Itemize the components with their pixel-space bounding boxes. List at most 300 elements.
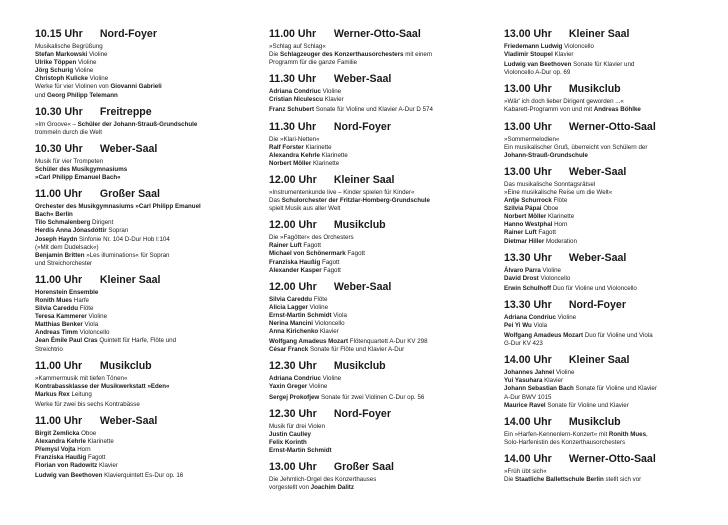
event-venue: Nord-Foyer [99, 28, 157, 40]
event-time: 14.00 Uhr [504, 452, 552, 465]
detail-text: Flöte [77, 305, 94, 313]
program-column-3 [504, 28, 718, 490]
event-venue: Großer Saal [333, 461, 394, 473]
program-event [35, 360, 257, 409]
detail-text: Fagott [345, 250, 365, 258]
performer-or-work-name: Rainer Luft [269, 242, 302, 250]
detail-text: Violine [320, 375, 342, 383]
performer-or-work-name: Ludwig van Beethoven [35, 472, 103, 480]
event-detail-line [504, 394, 718, 402]
event-detail-line [504, 106, 718, 114]
event-detail-line [269, 259, 491, 267]
event-detail-line [35, 472, 257, 480]
performer-or-work-name: Nerina Mancini [269, 319, 314, 327]
event-detail-line [35, 430, 257, 438]
detail-text: G-Dur KV 423 [504, 340, 543, 348]
performer-or-work-name: Anna Kirichenko [269, 328, 319, 336]
event-time: 11.00 Uhr [35, 188, 83, 201]
event-detail-line [35, 375, 257, 383]
event-detail-line [35, 446, 257, 454]
event-detail-line [269, 197, 491, 205]
event-detail-line [35, 211, 257, 219]
detail-text: Sonate für Violine und Klavier [573, 385, 657, 393]
performer-or-work-name: Bach« Berlin [35, 211, 73, 219]
detail-text: A-Dur BWV 1015 [504, 393, 552, 401]
detail-text: Musik für drei Violen [269, 422, 325, 430]
performer-or-work-name: David Drost [504, 274, 539, 282]
performer-or-work-name: Birgit Zemlicka [35, 430, 80, 437]
event-detail-line [269, 88, 491, 96]
event-venue: Weber-Saal [99, 415, 158, 427]
program-event [269, 174, 491, 213]
program-event [504, 453, 718, 484]
performer-or-work-name: Antje Schurrock [504, 197, 552, 205]
program-event [269, 73, 491, 114]
event-detail-line [35, 227, 257, 235]
event-venue: Nord-Foyer [333, 407, 391, 420]
detail-text: Sonate für zwei Violinen C-Dur op. 56 [319, 393, 425, 401]
detail-text: Die Jehmlich-Orgel des Konzerthauses [269, 476, 377, 483]
performer-or-work-name: Schüler des Musikgymnasiums [35, 165, 128, 173]
performer-or-work-name: Michael von Schönermark [269, 250, 346, 258]
detail-text: Fagott [86, 454, 106, 462]
detail-text: Sinfonie Nr. 104 D-Dur Hob I:104 [77, 235, 170, 243]
event-venue: Kleiner Saal [333, 173, 395, 186]
program-event [35, 106, 257, 137]
detail-text: Die [504, 476, 516, 483]
detail-text: Klarinette [546, 213, 575, 221]
event-detail-line [504, 144, 718, 152]
detail-text: Horn [552, 221, 568, 229]
event-time: 13.00 Uhr [269, 461, 317, 473]
detail-text: Klavier [318, 328, 339, 336]
performer-or-work-name: Alexandra Kehrle [35, 438, 86, 446]
event-detail-line [269, 484, 491, 492]
detail-text: Fagott [301, 242, 321, 250]
event-detail-line [35, 252, 257, 260]
performer-or-work-name: Andreas Böhlke [593, 106, 641, 114]
performer-or-work-name: Erwin Schulhoff [504, 284, 552, 292]
event-detail-line [504, 468, 718, 476]
event-detail-line [504, 267, 718, 275]
event-time: 11.30 Uhr [269, 120, 317, 133]
event-detail-line [269, 51, 491, 59]
event-detail-line [35, 83, 257, 91]
performer-or-work-name: Staatliche Ballettschule Berlin [515, 476, 604, 483]
detail-text: »Wär' ich doch lieber Dirigent geworden ...« [504, 98, 624, 106]
event-detail-line [269, 242, 491, 250]
event-detail-line [504, 275, 718, 283]
event-detail-line [35, 51, 257, 59]
performer-or-work-name: Jörg Schurig [35, 67, 74, 75]
event-detail-line [504, 189, 718, 197]
performer-or-work-name: Schüler der Johann-Strauß-Grundschule [77, 120, 198, 128]
performer-or-work-name: Schulorchester der Fritzlar-Homberg-Grundschule [281, 197, 430, 205]
event-time: 12.00 Uhr [269, 173, 317, 186]
program-event [35, 188, 257, 268]
event-heading [35, 274, 257, 287]
event-venue: Nord-Foyer [568, 298, 626, 311]
event-detail-line [504, 213, 718, 221]
program-event [269, 219, 491, 274]
event-heading [269, 408, 491, 421]
detail-text: Violine [76, 59, 97, 67]
detail-text: Duo für Violine und Viola [583, 332, 653, 340]
performer-or-work-name: Hanno Westphal [504, 221, 553, 229]
performer-or-work-name: Christoph Kulicke [35, 75, 88, 83]
performer-or-work-name: Adriana Condriuc [504, 313, 556, 321]
event-heading [504, 416, 718, 429]
detail-text: Violine [540, 266, 561, 274]
performer-or-work-name: Ernst-Martin Schmidt [269, 446, 332, 454]
detail-text: Klarinette [85, 438, 114, 446]
detail-text: Das [269, 197, 282, 205]
performer-or-work-name: Herdís Anna Jónasdóttir [35, 227, 107, 235]
event-detail-line [269, 152, 491, 160]
performer-or-work-name: Giovanni Gabrieli [110, 83, 162, 91]
detail-text: stellt sich vor [603, 476, 642, 483]
performer-or-work-name: Dietmar Hiller [504, 237, 545, 245]
performer-or-work-name: Franz Schubert [269, 106, 315, 114]
event-detail-line [269, 394, 491, 402]
performer-or-work-name: Felix Korinth [269, 438, 307, 446]
performer-or-work-name: Álvaro Parra [504, 266, 541, 274]
detail-text: Horn [75, 446, 91, 454]
event-detail-line [504, 221, 718, 229]
program-column-2 [269, 28, 491, 498]
performer-or-work-name: Tilo Schmalenberg [35, 219, 91, 227]
program-event [504, 299, 718, 348]
event-time: 13.30 Uhr [504, 298, 552, 311]
event-heading [35, 28, 257, 41]
detail-text: Viola [531, 321, 548, 329]
detail-text: Violine [307, 303, 329, 311]
detail-text: Violine [86, 313, 108, 321]
event-detail-line [504, 322, 718, 330]
detail-text: und [35, 91, 48, 99]
event-venue: Musikclub [99, 359, 152, 372]
program-event [504, 83, 718, 114]
detail-text: Oboe [79, 430, 97, 437]
program-event [269, 121, 491, 168]
event-heading [504, 354, 718, 367]
performer-or-work-name: Horenstein Ensemble [35, 288, 99, 296]
event-detail-line [269, 439, 491, 447]
detail-text: Werke für zwei bis sechs Kontrabässe [35, 400, 140, 408]
event-detail-line [269, 136, 491, 144]
detail-text: (»Mit dem Dudelsack«) [35, 243, 99, 251]
program-event [35, 274, 257, 354]
event-time: 13.00 Uhr [504, 83, 552, 96]
performer-or-work-name: Alexander Kasper [269, 266, 322, 274]
detail-text: Sonate für Klavier und [571, 61, 635, 69]
program-event [269, 461, 491, 492]
event-detail-line [504, 385, 718, 393]
performer-or-work-name: Franziska Haußig [35, 454, 87, 462]
event-heading [269, 219, 491, 232]
performer-or-work-name: Wolfgang Amadeus Mozart [269, 338, 349, 346]
event-heading [35, 106, 257, 119]
detail-text: Duo für Violine und Violoncello [551, 284, 637, 292]
event-venue: Kleiner Saal [568, 28, 630, 40]
detail-text: »Im Groove« – [35, 120, 78, 128]
event-time: 12.30 Uhr [269, 360, 317, 373]
program-event [35, 143, 257, 182]
event-heading [504, 166, 718, 179]
event-detail-line [269, 160, 491, 168]
event-time: 10.15 Uhr [35, 28, 83, 40]
event-detail-line [35, 313, 257, 321]
event-detail-line [504, 51, 718, 59]
detail-text: Flöte [551, 197, 568, 205]
event-detail-line [35, 260, 257, 268]
event-heading [269, 461, 491, 474]
performer-or-work-name: »Carl Philipp Emanuel Bach« [35, 174, 121, 182]
detail-text: Werke für vier Violinen von [35, 83, 111, 91]
performer-or-work-name: Norbert Möller [504, 213, 547, 221]
event-detail-line [269, 267, 491, 275]
event-detail-line [35, 121, 257, 129]
event-time: 12.30 Uhr [269, 407, 317, 420]
detail-text: Klarinette [311, 159, 340, 167]
performer-or-work-name: Cristian Niculescu [269, 96, 323, 104]
event-venue: Werner-Otto-Saal [568, 120, 656, 133]
detail-text: Programm für die ganze Familie [269, 59, 358, 67]
performer-or-work-name: Ulrike Töppen [35, 59, 77, 67]
event-detail-line [269, 296, 491, 304]
detail-text: Ein »Harfen-Kennenlern-Konzert« mit [504, 430, 609, 438]
event-detail-line [35, 391, 257, 399]
detail-text: spielt Musik aus aller Welt [269, 205, 341, 213]
event-time: 14.00 Uhr [504, 354, 552, 367]
detail-text: »Kammermusik mit tiefen Tönen« [35, 374, 128, 382]
event-detail-line [35, 174, 257, 182]
event-detail-line [504, 229, 718, 237]
performer-or-work-name: Jean Émile Paul Cras [35, 337, 98, 345]
performer-or-work-name: Johannes Jahnel [504, 369, 555, 377]
event-detail-line [35, 219, 257, 227]
program-event [35, 415, 257, 481]
performer-or-work-name: Friedemann Ludwig [504, 43, 563, 50]
event-detail-line [269, 383, 491, 391]
detail-text: Solo-Harfenistin des Konzerthausorchesters [504, 438, 626, 446]
event-time: 13.00 Uhr [504, 28, 552, 40]
performer-or-work-name: Benjamin Britten [35, 251, 85, 259]
event-detail-line [35, 321, 257, 329]
event-heading [269, 360, 491, 373]
event-detail-line [269, 312, 491, 320]
performer-or-work-name: Pei Yi Wu [504, 321, 532, 329]
detail-text: Die [269, 51, 281, 59]
event-heading [269, 174, 491, 187]
detail-text: »Schlag auf Schlag« [269, 43, 326, 50]
event-detail-line [269, 59, 491, 67]
detail-text: Viola [331, 311, 347, 319]
event-detail-line [35, 244, 257, 252]
event-heading [504, 83, 718, 96]
performer-or-work-name: Vladimir Stoupel [504, 51, 553, 59]
event-venue: Weber-Saal [568, 251, 627, 264]
event-detail-line [504, 238, 718, 246]
event-time: 11.00 Uhr [35, 273, 83, 286]
event-detail-line [504, 431, 718, 439]
event-venue: Kleiner Saal [99, 273, 161, 286]
program-event [269, 28, 491, 67]
detail-text: mit einem [403, 51, 433, 59]
event-time: 10.30 Uhr [35, 105, 83, 118]
detail-text: Ein musikalischer Gruß, überreicht von Schülern der [504, 143, 648, 151]
event-detail-line [504, 181, 718, 189]
event-venue: Musikclub [568, 415, 621, 428]
event-detail-line [269, 431, 491, 439]
event-time: 13.00 Uhr [504, 120, 552, 133]
event-detail-line [504, 285, 718, 293]
detail-text: Klavier [97, 462, 118, 470]
event-venue: Werner-Otto-Saal [333, 28, 421, 40]
detail-text: Harfe [72, 296, 89, 304]
detail-text: Sonate für Flöte und Klavier A-Dur [308, 346, 405, 354]
performer-or-work-name: Alicia Lagger [269, 303, 308, 311]
performer-or-work-name: Alexandra Kehrle [269, 151, 320, 159]
event-detail-line [269, 338, 491, 346]
performer-or-work-name: Andreas Timm [35, 329, 78, 337]
event-heading [269, 28, 491, 41]
event-time: 12.00 Uhr [269, 280, 317, 293]
performer-or-work-name: Franziska Haußig [269, 258, 321, 266]
event-detail-line [269, 189, 491, 197]
event-heading [504, 252, 718, 265]
event-detail-line [504, 152, 718, 160]
event-detail-line [269, 144, 491, 152]
event-detail-line [504, 340, 718, 348]
event-detail-line [269, 328, 491, 336]
detail-text: Viola [82, 321, 99, 329]
event-detail-line [504, 136, 718, 144]
event-detail-line [269, 320, 491, 328]
performer-or-work-name: Yui Yasuhara [504, 377, 543, 385]
detail-text: Streichtrio [35, 345, 63, 353]
performer-or-work-name: Justin Caulley [269, 430, 311, 438]
performer-or-work-name: Wolfgang Amadeus Mozart [504, 332, 584, 340]
detail-text: Fagott [320, 258, 340, 266]
event-time: 13.00 Uhr [504, 165, 552, 178]
event-detail-line [35, 383, 257, 391]
detail-text: Violoncello [313, 319, 345, 327]
event-detail-line [269, 375, 491, 383]
performer-or-work-name: Yaxin Greger [269, 383, 308, 391]
event-heading [504, 299, 718, 312]
detail-text: Klarinette [303, 143, 332, 151]
event-detail-line [35, 203, 257, 211]
detail-text: Fagott [536, 229, 556, 237]
performer-or-work-name: Teresa Kammerer [35, 313, 87, 321]
event-heading [35, 143, 257, 156]
event-venue: Weber-Saal [333, 280, 392, 293]
detail-text: Violine [307, 383, 328, 391]
event-heading [35, 188, 257, 201]
event-detail-line [504, 205, 718, 213]
event-detail-line [35, 454, 257, 462]
event-venue: Weber-Saal [99, 142, 158, 155]
detail-text: Dirigent [90, 219, 114, 227]
event-detail-line [504, 476, 718, 484]
detail-text: Die »Fagötter« des Orchesters [269, 234, 354, 242]
program-event [504, 166, 718, 246]
event-detail-line [35, 67, 257, 75]
detail-text: Violoncello [538, 274, 571, 282]
performer-or-work-name: Maurice Ravel [504, 401, 546, 409]
performer-or-work-name: Johann Sebastian Bach [504, 385, 574, 393]
event-detail-line [269, 43, 491, 51]
performer-or-work-name: Adriana Condriuc [269, 375, 321, 383]
detail-text: Violoncello A-Dur op. 69 [504, 69, 571, 77]
detail-text: Violine [73, 67, 94, 75]
event-time: 11.00 Uhr [35, 415, 83, 427]
detail-text: trommeln durch die Welt [35, 128, 102, 136]
detail-text: Violine [554, 369, 575, 377]
detail-text: Klarinette [319, 151, 348, 159]
event-detail-line [35, 337, 257, 345]
detail-text: Violine [87, 75, 109, 83]
event-detail-line [35, 401, 257, 409]
event-venue: Weber-Saal [568, 165, 627, 178]
performer-or-work-name: Ludwig van Beethoven [504, 61, 572, 69]
event-detail-line [504, 314, 718, 322]
event-venue: Musikclub [333, 219, 386, 232]
program-event [504, 28, 718, 77]
event-detail-line [269, 346, 491, 354]
detail-text: Violine [555, 313, 577, 321]
program-event [269, 281, 491, 355]
event-detail-line [504, 197, 718, 205]
event-venue: Nord-Foyer [333, 120, 391, 133]
event-heading [504, 453, 718, 466]
detail-text: Kabarett-Programm von und mit [504, 106, 594, 114]
event-detail-line [35, 236, 257, 244]
performer-or-work-name: Přemysl Vojta [35, 446, 76, 454]
detail-text: Oboe [541, 205, 559, 213]
detail-text: und Streichorchester [35, 259, 93, 267]
detail-text: Flötenquartett A-Dur KV 298 [348, 338, 428, 346]
event-time: 13.30 Uhr [504, 251, 552, 264]
event-detail-line [504, 61, 718, 69]
program-event [504, 354, 718, 409]
detail-text: Klavier [542, 377, 564, 385]
event-detail-line [504, 369, 718, 377]
event-heading [269, 73, 491, 86]
program-event [35, 28, 257, 100]
event-venue: Kleiner Saal [568, 354, 630, 367]
program-column-1 [35, 28, 257, 487]
performer-or-work-name: Sergej Prokofjew [269, 393, 320, 401]
event-time: 11.30 Uhr [269, 73, 317, 86]
detail-text: Musik für vier Trompeten [35, 157, 104, 165]
detail-text: , [646, 430, 648, 438]
event-detail-line [35, 438, 257, 446]
event-detail-line [269, 205, 491, 213]
event-detail-line [35, 43, 257, 51]
performer-or-work-name: Rainer Luft [504, 229, 537, 237]
event-detail-line [269, 96, 491, 104]
event-detail-line [269, 234, 491, 242]
detail-text: Violoncello [77, 329, 110, 337]
performer-or-work-name: Orchester des Musikgymnasiums »Carl Philipp Emanuel [35, 203, 201, 211]
performer-or-work-name: Johann-Strauß-Grundschule [504, 151, 588, 159]
event-time: 14.00 Uhr [504, 415, 552, 428]
detail-text: vorgestellt von [269, 484, 311, 492]
detail-text: Klavierquintett Es-Dur op. 16 [102, 472, 184, 480]
event-detail-line [35, 75, 257, 83]
